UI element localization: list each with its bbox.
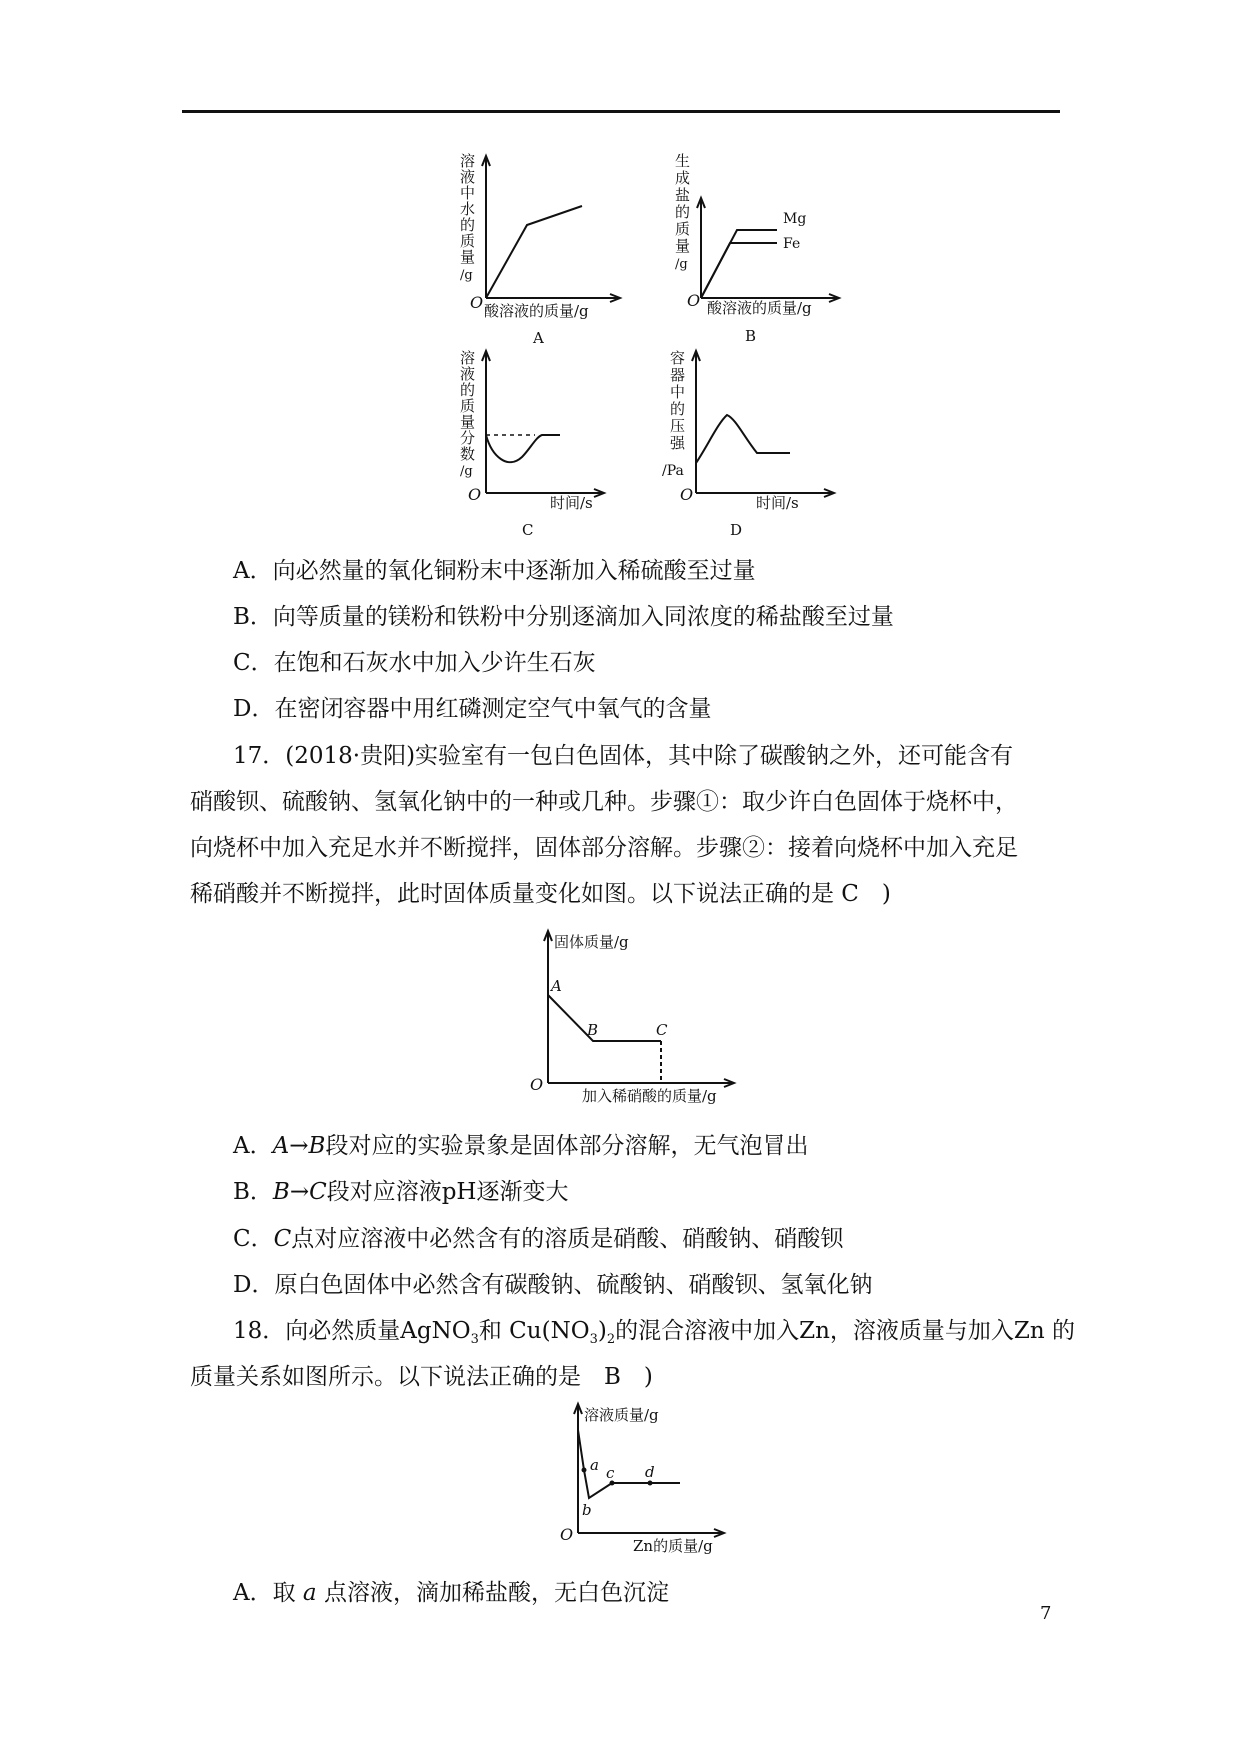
figure-16b-ylabel-6: /g (675, 257, 688, 272)
header-rule (182, 110, 1060, 113)
figure-16a-panel-label: A (533, 329, 544, 347)
q16-option-c: C．在饱和石灰水中加入少许生石灰 (233, 650, 596, 676)
figure-16b-ylabel-0: 生 (675, 152, 691, 170)
figure-16c-ylabel-0: 溶 (460, 349, 476, 367)
q16-option-a: A．向必然量的氧化铜粉末中逐渐加入稀硫酸至过量 (233, 558, 756, 584)
q16-option-d: D．在密闭容器中用红磷测定空气中氧气的含量 (233, 696, 712, 722)
figure-16c-ylabel-1: 液 (460, 365, 476, 383)
figure-16b-label-mg: Mg (783, 211, 807, 227)
figure-16b-ylabel-2: 盐 (675, 186, 691, 204)
figure-18 (550, 1398, 750, 1563)
figure-16d (660, 345, 860, 545)
figure-16c-xlabel: 时间/s (550, 494, 593, 512)
figure-18-point-a: a (590, 1456, 599, 1474)
figure-16c-ylabel-4: 量 (460, 413, 476, 431)
figure-16b-ylabel-3: 的 (675, 203, 691, 221)
figure-16d-xlabel: 时间/s (756, 494, 799, 512)
figure-16d-origin: O (680, 485, 694, 504)
figure-17-point-a: A (551, 977, 562, 995)
figure-16c-ylabel-6: 数 (460, 445, 476, 463)
figure-16a-ylabel-7: /g (460, 268, 473, 283)
q17-line-3: 向烧杯中加入充足水并不断搅拌，固体部分溶解。步骤②：接着向烧杯中加入充足 (190, 835, 1018, 861)
figure-16a-origin: O (470, 293, 484, 312)
figure-18-point-b: b (582, 1501, 592, 1519)
figure-18-origin: O (560, 1525, 574, 1544)
figure-16b-curve-mg (701, 230, 777, 298)
q17-line-4: 稀硝酸并不断搅拌，此时固体质量变化如图。以下说法正确的是 C ) (190, 881, 891, 907)
q16-option-b: B．向等质量的镁粉和铁粉中分别逐滴加入同浓度的稀盐酸至过量 (233, 604, 894, 630)
figure-17-ylabel: 固体质量/g (554, 933, 629, 951)
figure-18-marker-a (582, 1468, 587, 1473)
figure-16d-ylabel-3: 的 (670, 400, 686, 418)
figure-16d-ylabel-4: 压 (670, 417, 686, 435)
q18-line-1: 18．向必然质量AgNO$_3$和 $Cu(NO_3)_2$的混合溶液中加入Zn，溶液质量与加入Zn 的 (233, 1318, 1076, 1347)
figure-16b-ylabel-4: 质 (675, 220, 691, 238)
figure-16c-origin: O (468, 485, 482, 504)
figure-17-xlabel: 加入稀硝酸的质量/g (582, 1087, 717, 1105)
figure-16d-ylabel-6: /Pa (662, 463, 684, 479)
figure-16a-ylabel-2: 中 (460, 184, 476, 202)
figure-16b-label-fe: Fe (783, 236, 801, 252)
figure-17 (520, 925, 770, 1120)
figure-16b-panel-label: B (745, 327, 757, 345)
figure-16a-xlabel: 酸溶液的质量/g (484, 302, 589, 320)
figure-17-origin: O (530, 1075, 544, 1094)
figure-16a-ylabel-0: 溶 (460, 152, 476, 170)
figure-16b (675, 150, 875, 350)
q17-option-a: A．A→B段对应的实验景象是固体部分溶解，无气泡冒出 (233, 1133, 809, 1159)
figure-16a-curve (486, 206, 582, 298)
figure-16c-ylabel-2: 的 (460, 381, 476, 399)
figure-18-marker-d (648, 1481, 653, 1486)
figure-16c-panel-label: C (522, 521, 534, 539)
figure-16c-ylabel-3: 质 (460, 397, 476, 415)
figure-16b-ylabel-5: 量 (675, 237, 691, 255)
figure-16b-xlabel: 酸溶液的质量/g (707, 299, 812, 317)
figure-16a-ylabel-1: 液 (460, 168, 476, 186)
page-number: 7 (1040, 1603, 1052, 1624)
figure-18-point-c: c (606, 1464, 615, 1482)
figure-16d-curve (696, 415, 790, 463)
figure-16b-origin: O (687, 291, 701, 310)
q17-option-b: B．B→C段对应溶液pH逐渐变大 (233, 1179, 569, 1205)
figure-16d-ylabel-2: 中 (670, 383, 686, 401)
figure-16c-ylabel-7: /g (460, 464, 473, 479)
q17-line-1: 17．(2018·贵阳)实验室有一包白色固体，其中除了碳酸钠之外，还可能含有 (233, 743, 1014, 769)
figure-17-curve (548, 995, 661, 1041)
figure-16a-ylabel-5: 质 (460, 232, 476, 250)
figure-17-point-b: B (587, 1021, 599, 1039)
figure-16b-ylabel-1: 成 (675, 169, 691, 187)
figure-16a (440, 150, 640, 350)
figure-16a-ylabel-3: 水 (460, 200, 476, 218)
figure-16c-curve (486, 435, 560, 462)
figure-16c (440, 345, 640, 545)
q17-line-2: 硝酸钡、硫酸钠、氢氧化钠中的一种或几种。步骤①：取少许白色固体于烧杯中， (190, 789, 1018, 815)
figure-16d-ylabel-0: 容 (670, 349, 686, 367)
figure-16d-panel-label: D (730, 521, 743, 539)
figure-16b-curve-fe (701, 243, 777, 298)
figure-18-ylabel: 溶液质量/g (584, 1406, 659, 1424)
figure-16a-ylabel-6: 量 (460, 248, 476, 266)
figure-16c-ylabel-5: 分 (460, 429, 476, 447)
figure-16a-ylabel-4: 的 (460, 216, 476, 234)
figure-16d-ylabel-1: 器 (670, 366, 686, 384)
figure-18-xlabel: Zn的质量/g (633, 1537, 713, 1555)
figure-16d-ylabel-5: 强 (670, 434, 686, 452)
q18-option-a: A．取 a 点溶液，滴加稀盐酸，无白色沉淀 (233, 1580, 669, 1606)
q17-option-d: D．原白色固体中必然含有碳酸钠、硫酸钠、硝酸钡、氢氧化钠 (233, 1272, 873, 1298)
figure-18-point-d: d (645, 1463, 655, 1481)
q18-line-2: 质量关系如图所示。以下说法正确的是 B ) (190, 1364, 653, 1390)
figure-17-point-c: C (656, 1021, 668, 1039)
q17-option-c: C．C点对应溶液中必然含有的溶质是硝酸、硝酸钠、硝酸钡 (233, 1226, 844, 1252)
